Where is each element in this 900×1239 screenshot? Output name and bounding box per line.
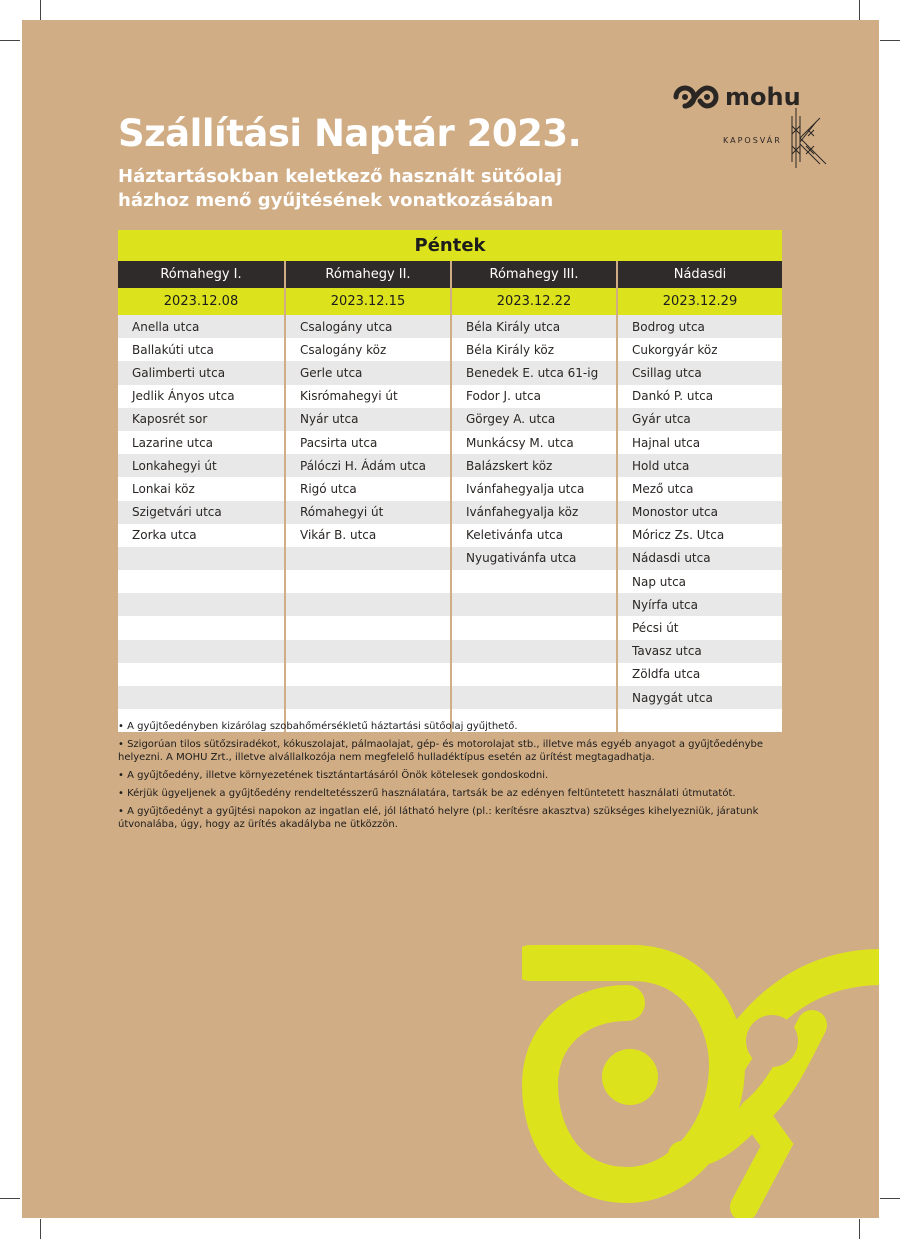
- street-cell: Galimberti utca: [118, 361, 284, 384]
- mohu-logo-icon: [672, 82, 720, 112]
- weekday-header: Péntek: [118, 230, 782, 261]
- crop-mark: [0, 40, 20, 41]
- street-cell: Béla Király köz: [452, 338, 616, 361]
- crop-mark: [40, 1219, 41, 1239]
- crop-mark: [880, 1198, 900, 1199]
- street-cell: Csalogány utca: [286, 315, 450, 338]
- street-cell: [118, 570, 284, 593]
- city-name: KAPOSVÁR: [723, 136, 782, 145]
- schedule-table: [118, 230, 782, 732]
- street-column: [284, 315, 450, 732]
- street-cell: [118, 686, 284, 709]
- street-cell: Pécsi út: [618, 616, 782, 639]
- crop-mark: [859, 0, 860, 20]
- note-item: • Kérjük ügyeljenek a gyűjtőedény rendeltetésszerű használatára, tartsák be az edényen feltüntetett használati útmutatót.: [118, 788, 736, 799]
- street-cell: Tavasz utca: [618, 640, 782, 663]
- street-cell: [118, 547, 284, 570]
- street-cell: Nagygát utca: [618, 686, 782, 709]
- street-cell: Gyár utca: [618, 408, 782, 431]
- street-cell: Benedek E. utca 61-ig: [452, 361, 616, 384]
- street-cell: Görgey A. utca: [452, 408, 616, 431]
- street-cell: Jedlik Ányos utca: [118, 385, 284, 408]
- street-columns: [118, 315, 782, 732]
- note-item: • A gyűjtőedényben kizárólag szobahőmérsékletű háztartási sütőolaj gyűjthető.: [118, 721, 518, 732]
- street-cell: [452, 616, 616, 639]
- area-header: Nádasdi: [616, 261, 782, 288]
- street-cell: Kaposrét sor: [118, 408, 284, 431]
- street-cell: Cukorgyár köz: [618, 338, 782, 361]
- collection-date: 2023.12.08: [118, 288, 284, 315]
- street-cell: Rómahegyi út: [286, 501, 450, 524]
- collection-date: 2023.12.29: [616, 288, 782, 315]
- street-cell: Szigetvári utca: [118, 501, 284, 524]
- crop-mark: [0, 1198, 20, 1199]
- note-item: • Szigorúan tilos sütőzsiradékot, kókuszolajat, pálmaolajat, gép- és motorolajat stb., illetve más egyéb anyagot a gyűjtőedénybe helyezni. A MOHU Zrt., illetve alvállalkozója nem megfelelő hulladéktípus esetén az ürítést megtagadhatja.: [118, 739, 763, 763]
- street-cell: Monostor utca: [618, 501, 782, 524]
- note-item: • A gyűjtőedényt a gyűjtési napokon az ingatlan elé, jól látható helyre (pl.: kerítésre akasztva) szükséges kihelyezniük, járatunk útvonalába, úgy, hogy az ürítés akadályba ne ütközzön.: [118, 806, 759, 830]
- note-item: • A gyűjtőedény, illetve környezetének tisztántartásáról Önök kötelesek gondoskodni.: [118, 770, 549, 781]
- street-cell: Lazarine utca: [118, 431, 284, 454]
- street-cell: Pacsirta utca: [286, 431, 450, 454]
- street-cell: Keletivánfa utca: [452, 524, 616, 547]
- street-cell: [452, 640, 616, 663]
- street-cell: Hajnal utca: [618, 431, 782, 454]
- street-cell: Nádasdi utca: [618, 547, 782, 570]
- street-cell: Rigó utca: [286, 477, 450, 500]
- kaposvar-k-icon: [786, 106, 830, 170]
- street-cell: Ivánfahegyalja köz: [452, 501, 616, 524]
- page-title: Szállítási Naptár 2023.: [118, 112, 582, 155]
- street-cell: Ballakúti utca: [118, 338, 284, 361]
- area-header: Rómahegy I.: [118, 261, 284, 288]
- crop-mark: [40, 0, 41, 20]
- street-cell: Munkácsy M. utca: [452, 431, 616, 454]
- street-cell: Pálóczi H. Ádám utca: [286, 454, 450, 477]
- mohu-decorative-mark-icon: [522, 945, 879, 1218]
- street-cell: Vikár B. utca: [286, 524, 450, 547]
- collection-date: 2023.12.15: [284, 288, 450, 315]
- street-cell: Béla Király utca: [452, 315, 616, 338]
- street-column: [450, 315, 616, 732]
- subtitle-line: Háztartásokban keletkező használt sütőolaj: [118, 166, 563, 187]
- street-cell: Kisrómahegyi út: [286, 385, 450, 408]
- brand-logo-text: mohu: [725, 83, 801, 111]
- flyer-sheet: [22, 20, 879, 1218]
- street-cell: [452, 570, 616, 593]
- street-cell: [286, 570, 450, 593]
- street-cell: Nyugativánfa utca: [452, 547, 616, 570]
- street-cell: Csillag utca: [618, 361, 782, 384]
- date-row: [118, 288, 782, 315]
- area-header: Rómahegy III.: [450, 261, 616, 288]
- street-cell: Anella utca: [118, 315, 284, 338]
- street-cell: Mező utca: [618, 477, 782, 500]
- street-cell: Nap utca: [618, 570, 782, 593]
- subtitle-line: házhoz menő gyűjtésének vonatkozásában: [118, 190, 554, 211]
- area-header-row: [118, 261, 782, 288]
- collection-date: 2023.12.22: [450, 288, 616, 315]
- street-cell: Nyírfa utca: [618, 593, 782, 616]
- area-header: Rómahegy II.: [284, 261, 450, 288]
- street-cell: [286, 663, 450, 686]
- street-cell: [118, 593, 284, 616]
- street-cell: Zorka utca: [118, 524, 284, 547]
- street-cell: [286, 616, 450, 639]
- street-cell: [452, 593, 616, 616]
- street-cell: Lonkahegyi út: [118, 454, 284, 477]
- street-cell: [118, 640, 284, 663]
- notes-list: [118, 720, 788, 836]
- street-cell: Hold utca: [618, 454, 782, 477]
- street-column: [616, 315, 782, 732]
- street-cell: [452, 686, 616, 709]
- street-cell: Ivánfahegyalja utca: [452, 477, 616, 500]
- street-cell: [118, 663, 284, 686]
- page-subtitle: [118, 165, 562, 213]
- street-cell: Balázskert köz: [452, 454, 616, 477]
- street-cell: [286, 686, 450, 709]
- crop-mark: [859, 1219, 860, 1239]
- street-cell: Dankó P. utca: [618, 385, 782, 408]
- street-cell: Csalogány köz: [286, 338, 450, 361]
- street-cell: Móricz Zs. Utca: [618, 524, 782, 547]
- street-cell: Fodor J. utca: [452, 385, 616, 408]
- street-cell: [452, 663, 616, 686]
- street-cell: [286, 547, 450, 570]
- street-column: [118, 315, 284, 732]
- crop-mark: [880, 40, 900, 41]
- street-cell: Nyár utca: [286, 408, 450, 431]
- street-cell: [286, 640, 450, 663]
- street-cell: Lonkai köz: [118, 477, 284, 500]
- street-cell: Zöldfa utca: [618, 663, 782, 686]
- street-cell: [286, 593, 450, 616]
- street-cell: Gerle utca: [286, 361, 450, 384]
- street-cell: Bodrog utca: [618, 315, 782, 338]
- street-cell: [118, 616, 284, 639]
